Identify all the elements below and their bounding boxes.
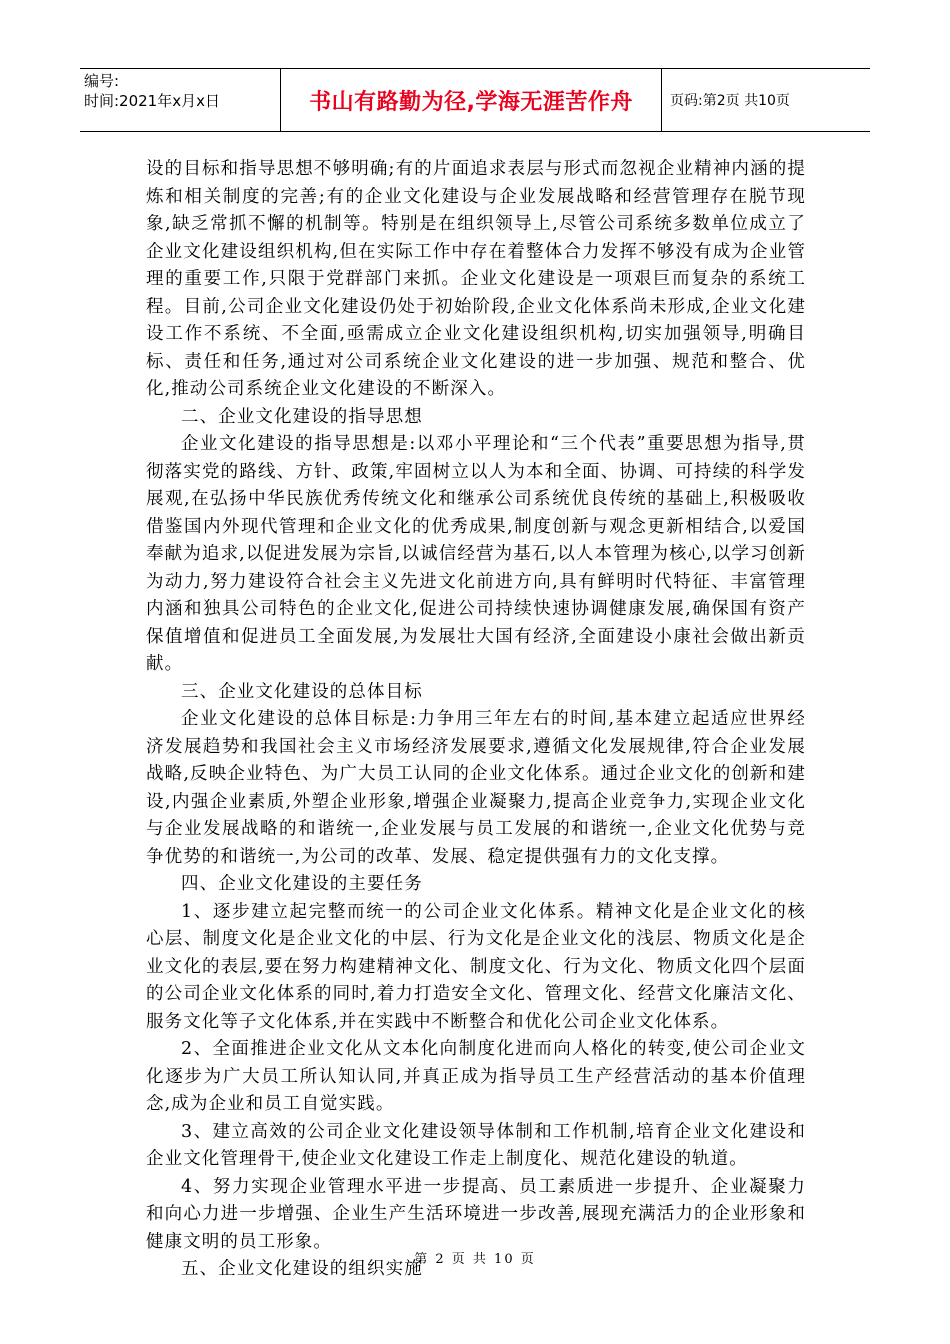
document-time-label: 时间:2021年x月x日 [84, 92, 220, 110]
task-item: 3、建立高效的公司企业文化建设领导体制和工作机制,培育企业文化建设和企业文化管理骨干,使企业文化建设工作走上制度化、规范化建设的轨道。 [146, 1121, 806, 1169]
section-heading: 三、企业文化建设的总体目标 [181, 681, 423, 702]
document-body [146, 156, 806, 1284]
section-heading: 五、企业文化建设的组织实施 [181, 1259, 423, 1279]
section-heading: 二、企业文化建设的指导思想 [181, 406, 423, 427]
page-header [80, 68, 870, 132]
section-heading: 四、企业文化建设的主要任务 [181, 874, 423, 894]
paragraph: 企业文化建设的指导思想是:以邓小平理论和“三个代表”重要思想为指导,贯彻落实党的路线、方针、政策,牢固树立以人为本和全面、协调、可持续的科学发展观,在弘扬中华民族优秀传统文化和继承公司系统优良传统的基础上,积极吸收借鉴国内外现代管理和企业文化的优秀成果,制度创新与观念更新相结合,以爱国奉献为追求,以促进发展为宗旨,以诚信经营为基石,以人本管理为核心,以学习创新为动力,努力建设符合社会主义先进文化前进方向,具有鲜明时代特征、丰富管理内涵和独具公司特色的企业文化,促进公司持续快速协调健康发展,确保国有资产保值增值和促进员工全面发展,为发展壮大国有经济,全面建设小康社会做出新贡献。 [146, 434, 806, 674]
task-item: 2、全面推进企业文化从文本化向制度化进而向人格化的转变,使公司企业文化逐步为广大员工所认知认同,并真正成为指导员工生产经营活动的基本价值理念,成为企业和员工自觉实践。 [146, 1039, 806, 1114]
task-item: 1、逐步建立起完整而统一的公司企业文化体系。精神文化是企业文化的核心层、制度文化是企业文化的中层、行为文化是企业文化的浅层、物质文化是企业文化的表层,要在努力构建精神文化、制度文化、行为文化、物质文化四个层面的公司企业文化体系的同时,着力打造安全文化、管理文化、经营文化廉洁文化、服务文化等子文化体系,并在实践中不断整合和优化公司企业文化体系。 [146, 901, 806, 1032]
header-meta [80, 69, 280, 131]
header-motto: 书山有路勤为径,学海无涯苦作舟 [280, 69, 662, 131]
header-page-info: 页码:第2页 共10页 [670, 93, 790, 109]
paragraph: 企业文化建设的总体目标是:力争用三年左右的时间,基本建立起适应世界经济发展趋势和我国社会主义市场经济发展要求,遵循文化发展规律,符合企业发展战略,反映企业特色、为广大员工认同的企业文化体系。通过企业文化的创新和建设,内强企业素质,外塑企业形象,增强企业凝聚力,提高企业竞争力,实现企业文化与企业发展战略的和谐统一,企业发展与员工发展的和谐统一,企业文化优势与竞争优势的和谐统一,为公司的改革、发展、稳定提供强有力的文化支撑。 [146, 709, 806, 867]
paragraph: 设的目标和指导思想不够明确;有的片面追求表层与形式而忽视企业精神内涵的提炼和相关制度的完善;有的企业文化建设与企业发展战略和经营管理存在脱节现象,缺乏常抓不懈的机制等。特别是在组织领导上,尽管公司系统多数单位成立了企业文化建设组织机构,但在实际工作中存在着整体合力发挥不够没有成为企业管理的重要工作,只限于党群部门来抓。企业文化建设是一项艰巨而复杂的系统工程。目前,公司企业文化建设仍处于初始阶段,企业文化体系尚未形成,企业文化建设工作不系统、不全面,亟需成立企业文化建设组织机构,切实加强领导,明确目标、责任和任务,通过对公司系统企业文化建设的进一步加强、规范和整合、优化,推动公司系统企业文化建设的不断深入。 [146, 159, 806, 399]
task-item: 4、努力实现企业管理水平进一步提高、员工素质进一步提升、企业凝聚力和向心力进一步增强、企业生产生活环境进一步改善,展现充满活力的企业形象和健康文明的员工形象。 [146, 1176, 806, 1252]
page-footer: 第 2 页 共 10 页 [414, 1252, 536, 1267]
document-number-label: 编号: [84, 72, 120, 90]
